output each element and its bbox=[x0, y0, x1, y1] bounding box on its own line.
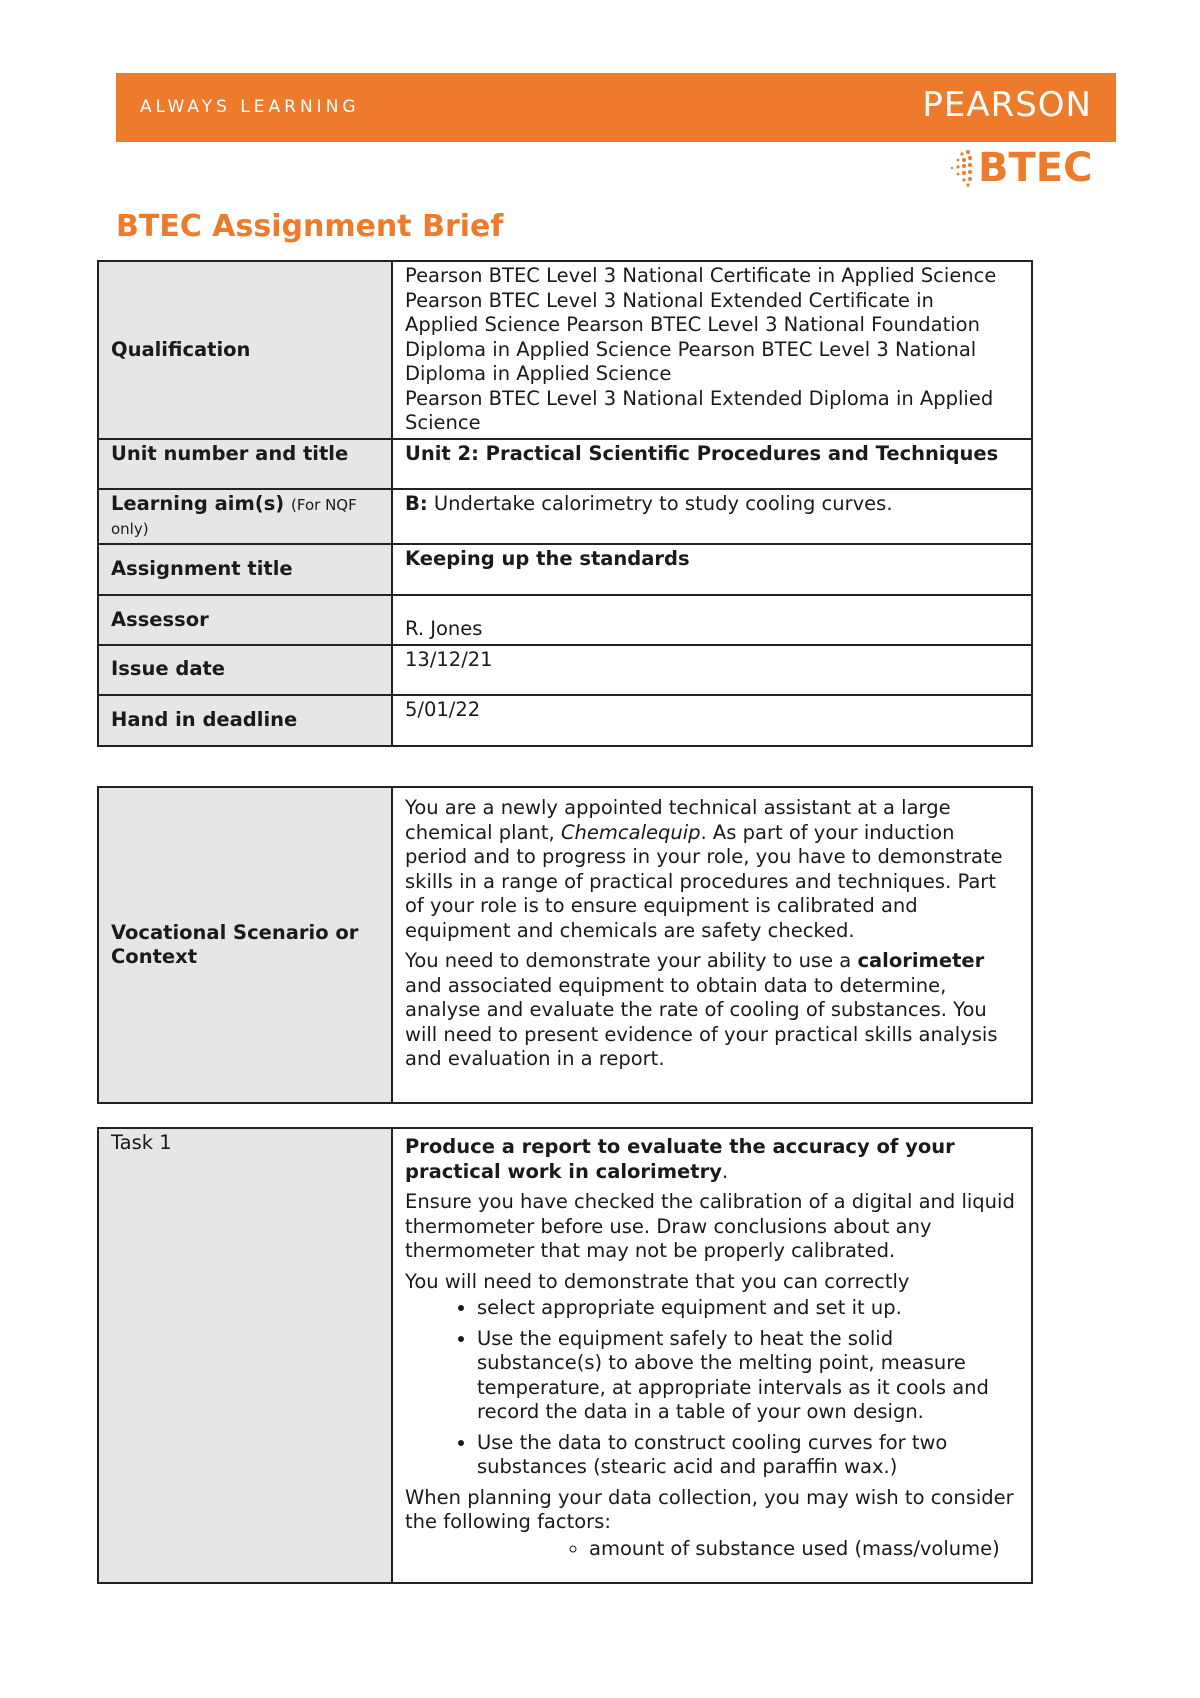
list-item: • select appropriate equipment and set it up. bbox=[477, 1296, 1019, 1321]
assignment-title-label: Assignment title bbox=[98, 544, 392, 595]
scenario-paragraph bbox=[405, 949, 1019, 1072]
list-item: • Use the data to construct cooling curves for two substances (stearic acid and paraffin wax.) bbox=[477, 1431, 1019, 1480]
unit-value: Unit 2: Practical Scientific Procedures and Techniques bbox=[392, 439, 1032, 489]
calorimeter-term: calorimeter bbox=[857, 949, 985, 972]
scenario-label: Vocational Scenario or Context bbox=[98, 787, 392, 1103]
page-title: BTEC Assignment Brief bbox=[116, 209, 504, 244]
learning-aim-label-text: Learning aim(s) bbox=[111, 491, 285, 515]
pearson-logo: PEARSON bbox=[922, 85, 1092, 125]
qualification-label: Qualification bbox=[98, 261, 392, 439]
qualification-line: Applied Science Pearson BTEC Level 3 National Foundation bbox=[405, 313, 980, 336]
qualification-line: Pearson BTEC Level 3 National Extended Diploma in Applied bbox=[405, 386, 994, 410]
scenario-text: . As part of your induction period and to progress in your role, you have to demonstrate skills in a range of practical procedures and techniques. Part of your role is to ensure equipment is calibrated and equipment and chemicals are safety checked. bbox=[405, 820, 1003, 942]
learning-aim-code: B: bbox=[405, 491, 428, 515]
qualification-line: Diploma in Applied Science bbox=[405, 362, 672, 385]
assessor-label: Assessor bbox=[98, 595, 392, 645]
list-item: • Use the equipment safely to heat the solid substance(s) to above the melting point, measure temperature, at appropriate intervals as it cools and record the data in a table of your own design. bbox=[477, 1327, 1019, 1425]
task-bullet-list bbox=[405, 1296, 1019, 1480]
btec-wordmark: BTEC bbox=[978, 145, 1093, 191]
assignment-title-value: Keeping up the standards bbox=[392, 544, 1032, 595]
header-banner bbox=[116, 73, 1116, 142]
task-heading-text: Produce a report to evaluate the accuracy of your practical work in calorimetry bbox=[405, 1135, 955, 1183]
qualification-line: Science bbox=[405, 411, 481, 434]
assessor-value: R. Jones bbox=[392, 595, 1032, 645]
scenario-text: and associated equipment to obtain data to determine, analyse and evaluate the rate of cooling of substances. You will need to present evidence of your practical skills analysis and evaluation in a report. bbox=[405, 973, 998, 1070]
deadline-label: Hand in deadline bbox=[98, 695, 392, 746]
task-table bbox=[97, 1127, 1033, 1584]
issue-date-label: Issue date bbox=[98, 645, 392, 695]
task-heading bbox=[405, 1135, 1019, 1184]
task-paragraph: You will need to demonstrate that you can correctly bbox=[405, 1269, 910, 1293]
brief-details-table bbox=[97, 260, 1033, 747]
task-value bbox=[392, 1128, 1032, 1583]
task-heading-end: . bbox=[721, 1159, 729, 1183]
learning-aim-text: Undertake calorimetry to study cooling curves. bbox=[433, 491, 893, 515]
task-paragraph: Ensure you have checked the calibration of a digital and liquid thermometer before use. Draw conclusions about any thermometer that may not be properly calibrated. bbox=[405, 1190, 1015, 1262]
task-paragraph: When planning your data collection, you may wish to consider the following factors: bbox=[405, 1485, 1014, 1533]
task-label: Task 1 bbox=[98, 1128, 392, 1583]
scenario-value bbox=[392, 787, 1032, 1103]
btec-dots-icon bbox=[948, 148, 974, 188]
learning-aim-note: (For NQF only) bbox=[111, 495, 357, 538]
issue-date-value: 13/12/21 bbox=[392, 645, 1032, 695]
deadline-value: 5/01/22 bbox=[392, 695, 1032, 746]
btec-logo bbox=[948, 145, 1092, 191]
unit-label: Unit number and title bbox=[98, 439, 392, 489]
scenario-paragraph bbox=[405, 796, 1019, 943]
scenario-table bbox=[97, 786, 1033, 1104]
qualification-line: Pearson BTEC Level 3 National Certificate in Applied Science bbox=[405, 264, 997, 287]
learning-aim-label bbox=[98, 489, 392, 544]
learning-aim-value bbox=[392, 489, 1032, 544]
tagline: ALWAYS LEARNING bbox=[140, 97, 360, 117]
company-name: Chemcalequip bbox=[560, 820, 701, 844]
list-item: ◦ amount of substance used (mass/volume) bbox=[589, 1537, 1019, 1562]
scenario-text: You are a newly appointed technical assistant at a large chemical plant, bbox=[405, 796, 951, 844]
qualification-value bbox=[392, 261, 1032, 439]
task-sub-list bbox=[405, 1537, 1019, 1562]
qualification-line: Diploma in Applied Science Pearson BTEC Level 3 National bbox=[405, 337, 977, 361]
scenario-text: You need to demonstrate your ability to use a bbox=[405, 949, 852, 972]
qualification-line: Pearson BTEC Level 3 National Extended Certificate in bbox=[405, 288, 934, 312]
